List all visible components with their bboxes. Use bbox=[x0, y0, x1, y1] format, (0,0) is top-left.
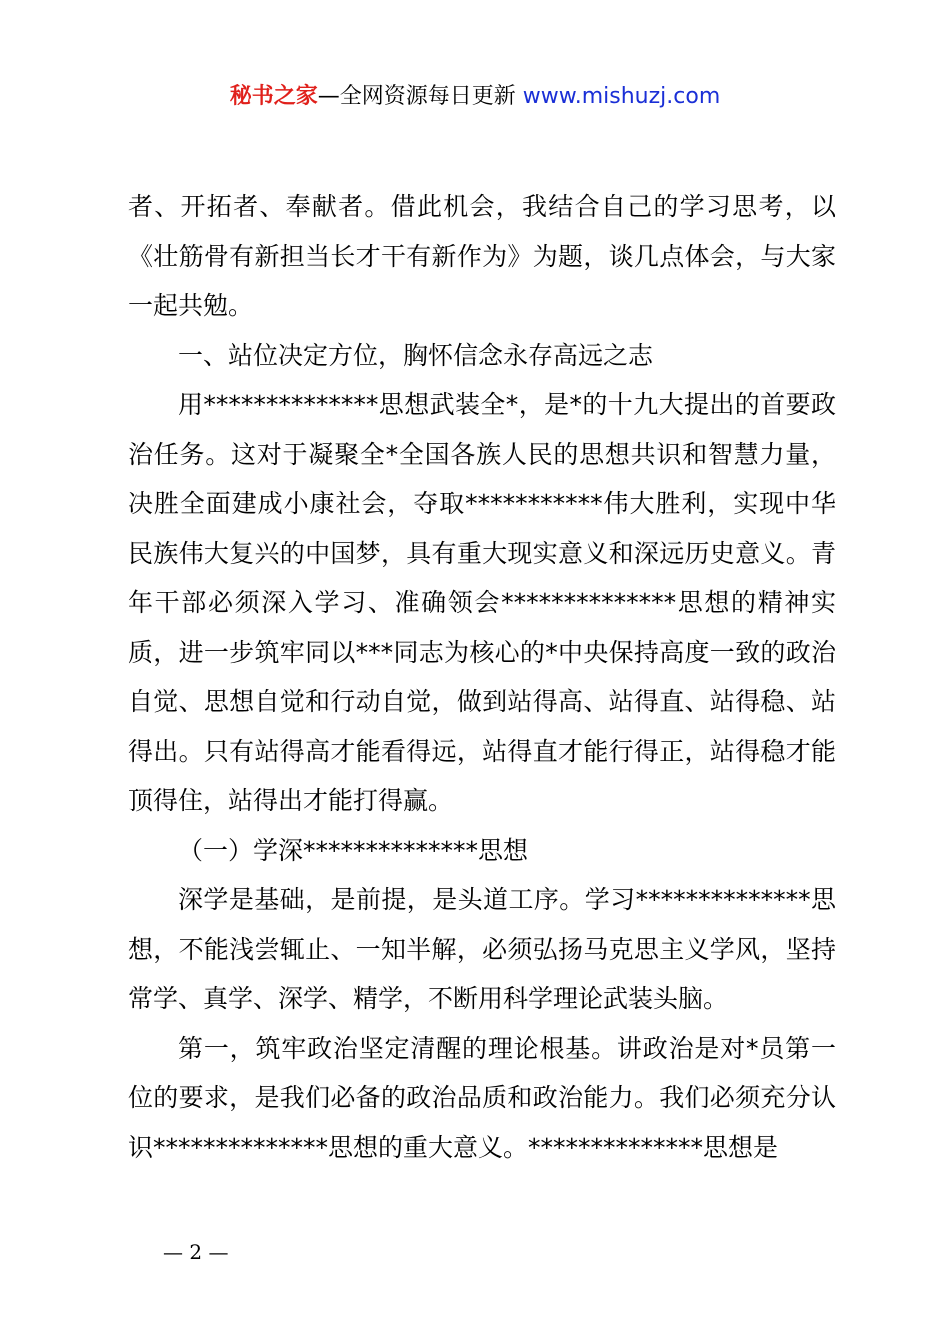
paragraph-3: 第一，筑牢政治坚定清醒的理论根基。讲政治是对*员第一位的要求，是我们必备的政治品质和政治能力。我们必须充分认识**************思想的重大意义。**************思想是 bbox=[128, 1033, 836, 1162]
brand-name: 秘书之家 bbox=[229, 84, 318, 109]
section-heading-1: 一、站位决定方位，胸怀信念永存高远之志 bbox=[178, 340, 654, 370]
page-header bbox=[0, 82, 950, 112]
site-url-link[interactable]: www.mishuzj.com bbox=[522, 84, 721, 109]
header-tagline: —全网资源每日更新 bbox=[317, 84, 516, 109]
intro-paragraph: 者、开拓者、奉献者。借此机会，我结合自己的学习思考，以《壮筋骨有新担当长才干有新作为》为题，谈几点体会，与大家一起共勉。 bbox=[128, 192, 836, 320]
page-number: — 2 — bbox=[163, 1240, 229, 1264]
document-body bbox=[128, 182, 836, 1172]
subsection-heading-1: （一）学深**************思想 bbox=[178, 835, 529, 865]
paragraph-1: 用**************思想武装全*，是*的十九大提出的首要政治任务。这对于凝聚全*全国各族人民的思想共识和智慧力量，决胜全面建成小康社会，夺取***********伟大胜利，实现中华民族伟大复兴的中国梦，具有重大现实意义和深远历史意义。青年干部必须深入学习、准确领会**************思想的精神实质，进一步筑牢同以***同志为核心的*中央保持高度一致的政治自觉、思想自觉和行动自觉，做到站得高、站得直、站得稳、站得出。只有站得高才能看得远，站得直才能行得正，站得稳才能顶得住，站得出才能打得赢。 bbox=[128, 390, 836, 815]
paragraph-2: 深学是基础，是前提，是头道工序。学习**************思想，不能浅尝辄止、一知半解，必须弘扬马克思主义学风，坚持常学、真学、深学、精学，不断用科学理论武装头脑。 bbox=[128, 885, 836, 1013]
